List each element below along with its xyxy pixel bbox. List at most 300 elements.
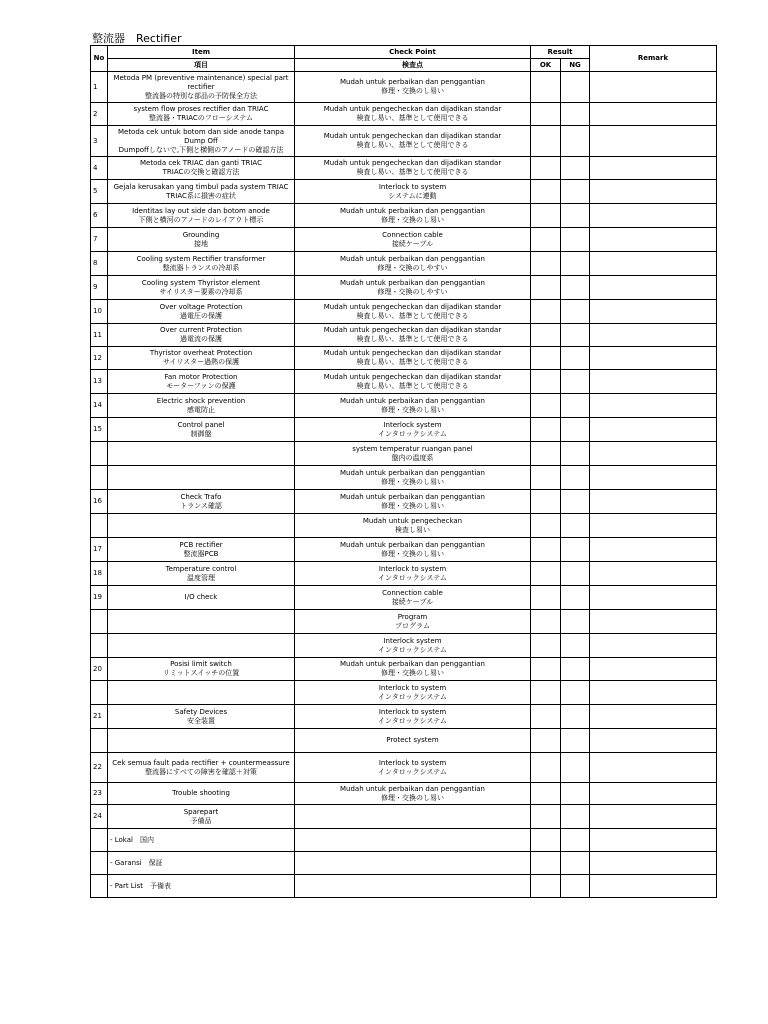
check-cell: [295, 753, 531, 783]
row-no: 24: [91, 805, 108, 829]
check-cell: [295, 514, 531, 538]
ok-cell[interactable]: [531, 875, 561, 898]
header-result: Result: [531, 46, 590, 59]
ok-cell[interactable]: [531, 514, 561, 538]
ng-cell[interactable]: [561, 347, 590, 370]
table-row: [91, 157, 717, 180]
ok-cell[interactable]: [531, 347, 561, 370]
item-ja: 安全装置: [187, 716, 215, 725]
check-ja: 修理・交換のし易い: [381, 549, 444, 558]
check-en: Interlock to system: [378, 564, 447, 573]
remark-cell[interactable]: [590, 72, 717, 103]
row-no: [91, 610, 108, 634]
check-cell: [295, 324, 531, 347]
item-cell: [108, 514, 295, 538]
item-en: Gejala kerusakan yang timbul pada system TRIAC: [113, 182, 289, 191]
remark-cell[interactable]: [590, 347, 717, 370]
ng-cell[interactable]: [561, 418, 590, 442]
item-cell: [108, 324, 295, 347]
ok-cell[interactable]: [531, 729, 561, 753]
table-row: [91, 228, 717, 252]
remark-cell[interactable]: [590, 875, 717, 898]
check-cell: [295, 852, 531, 875]
check-ja: 接続ケーブル: [391, 597, 434, 606]
check-en: Mudah untuk pengecheckan dan dijadikan standar: [323, 159, 502, 167]
ng-cell[interactable]: [561, 252, 590, 276]
ok-cell[interactable]: [531, 783, 561, 805]
table-row: [91, 658, 717, 681]
item-en: Thyristor overheat Protection: [149, 349, 253, 357]
check-en: Mudah untuk pengecheckan dan dijadikan standar: [323, 105, 502, 113]
check-cell: [295, 72, 531, 103]
row-no: 23: [91, 783, 108, 805]
table-row: [91, 103, 717, 126]
check-cell: [295, 204, 531, 228]
ok-cell[interactable]: [531, 586, 561, 610]
check-en: Mudah untuk pengecheckan dan dijadikan standar: [323, 372, 502, 381]
row-no: 11: [91, 324, 108, 347]
remark-cell[interactable]: [590, 466, 717, 490]
footer-item: - Lokal 国内: [108, 829, 295, 852]
item-cell: [108, 347, 295, 370]
table-row: [91, 442, 717, 466]
page-title: 整流器 Rectifier: [92, 32, 182, 45]
check-ja: 検査し易い、基準として使用できる: [356, 358, 469, 366]
check-en: Mudah untuk pengecheckan dan dijadikan standar: [323, 302, 502, 311]
check-cell: [295, 394, 531, 418]
footer-item: - Garansi 保証: [108, 852, 295, 875]
remark-cell[interactable]: [590, 490, 717, 514]
remark-cell[interactable]: [590, 103, 717, 126]
check-cell: [295, 805, 531, 829]
item-cell: [108, 418, 295, 442]
check-ja: 検査し易い、基準として使用できる: [356, 141, 469, 149]
remark-cell[interactable]: [590, 204, 717, 228]
check-ja: インタロックシステム: [378, 692, 447, 701]
ok-cell[interactable]: [531, 228, 561, 252]
item-ja: 過電圧の保護: [180, 311, 222, 320]
ng-cell[interactable]: [561, 228, 590, 252]
remark-cell[interactable]: [590, 157, 717, 180]
item-cell: [108, 204, 295, 228]
table-row: [91, 538, 717, 562]
item-cell: [108, 72, 295, 103]
footer-item: - Part List 予備表: [108, 875, 295, 898]
table-row: [91, 514, 717, 538]
item-ja: 整流器の特別な部品の予防保全方法: [145, 91, 257, 100]
item-ja: リミットスイッチの位置: [162, 669, 240, 677]
item-en: PCB rectifier: [179, 540, 223, 549]
check-ja: 検査し易い、基準として使用できる: [356, 381, 469, 390]
header-no: No: [91, 46, 108, 72]
table-row: [91, 586, 717, 610]
row-no: [91, 466, 108, 490]
ok-cell[interactable]: [531, 829, 561, 852]
check-cell: [295, 157, 531, 180]
ok-cell[interactable]: [531, 394, 561, 418]
check-ja: システムに連動: [388, 191, 437, 200]
remark-cell[interactable]: [590, 729, 717, 753]
row-no: [91, 829, 108, 852]
header-check-en: Check Point: [295, 46, 531, 59]
remark-cell[interactable]: [590, 586, 717, 610]
remark-cell[interactable]: [590, 514, 717, 538]
row-no: [91, 681, 108, 705]
check-en: Mudah untuk pengecheckan dan dijadikan standar: [323, 349, 502, 357]
remark-cell[interactable]: [590, 324, 717, 347]
check-ja: 検査し易い: [395, 525, 430, 534]
item-en: Trouble shooting: [172, 789, 230, 797]
item-ja: 整流器トランスの冷却系: [162, 263, 240, 272]
item-cell: [108, 180, 295, 204]
footer-row: [91, 852, 717, 875]
remark-cell[interactable]: [590, 300, 717, 324]
check-cell: [295, 634, 531, 658]
table-row: [91, 72, 717, 103]
check-cell: [295, 875, 531, 898]
item-cell: [108, 705, 295, 729]
header-row-1: [91, 46, 717, 59]
remark-cell[interactable]: [590, 370, 717, 394]
ng-cell[interactable]: [561, 126, 590, 157]
table-row: [91, 705, 717, 729]
table-row: [91, 418, 717, 442]
ng-cell[interactable]: [561, 157, 590, 180]
check-en: Interlock system: [383, 636, 442, 645]
header-item-en: Item: [108, 46, 295, 59]
check-en: Program: [397, 612, 428, 621]
remark-cell[interactable]: [590, 829, 717, 852]
item-en: Over voltage Protection: [159, 302, 243, 311]
check-cell: [295, 829, 531, 852]
ng-cell[interactable]: [561, 72, 590, 103]
ng-cell[interactable]: [561, 538, 590, 562]
check-ja: 修理・交換のし易い: [381, 87, 444, 95]
table-row: [91, 370, 717, 394]
row-no: 2: [91, 103, 108, 126]
check-ja: 修理・交換のし易い: [381, 501, 444, 510]
row-no: 5: [91, 180, 108, 204]
check-en: Mudah untuk pengecheckan dan dijadikan standar: [323, 132, 502, 140]
item-cell: [108, 634, 295, 658]
remark-cell[interactable]: [590, 538, 717, 562]
ng-cell[interactable]: [561, 658, 590, 681]
remark-cell[interactable]: [590, 610, 717, 634]
ok-cell[interactable]: [531, 418, 561, 442]
table-row: [91, 610, 717, 634]
ok-cell[interactable]: [531, 562, 561, 586]
check-en: Mudah untuk pengecheckan: [362, 516, 463, 525]
remark-cell[interactable]: [590, 126, 717, 157]
header-ok: OK: [531, 59, 561, 72]
table-row: [91, 490, 717, 514]
item-ja: TRIACの交換と確認方法: [162, 168, 240, 176]
table-row: [91, 681, 717, 705]
row-no: 21: [91, 705, 108, 729]
remark-cell[interactable]: [590, 783, 717, 805]
ok-cell[interactable]: [531, 370, 561, 394]
check-ja: インタロックシステム: [378, 767, 447, 776]
check-en: Interlock to system: [378, 683, 447, 692]
check-cell: [295, 126, 531, 157]
check-cell: [295, 442, 531, 466]
remark-cell[interactable]: [590, 418, 717, 442]
check-ja: 修理・交換のし易い: [381, 477, 444, 486]
check-ja: 検査し易い、基準として使用できる: [356, 168, 469, 176]
remark-cell[interactable]: [590, 681, 717, 705]
remark-cell[interactable]: [590, 276, 717, 300]
check-ja: インタロックシステム: [378, 645, 447, 654]
check-cell: [295, 466, 531, 490]
check-en: Interlock to system: [378, 758, 447, 767]
row-no: 12: [91, 347, 108, 370]
item-en: Over current Protection: [160, 326, 242, 334]
check-en: Protect system: [386, 736, 439, 744]
row-no: 19: [91, 586, 108, 610]
check-ja: 検査し易い、基準として使用できる: [356, 114, 469, 122]
ng-cell[interactable]: [561, 442, 590, 466]
item-ja: 温度管理: [187, 573, 215, 582]
row-no: 7: [91, 228, 108, 252]
item-cell: [108, 157, 295, 180]
ok-cell[interactable]: [531, 72, 561, 103]
row-no: 20: [91, 658, 108, 681]
ng-cell[interactable]: [561, 466, 590, 490]
row-no: 8: [91, 252, 108, 276]
remark-cell[interactable]: [590, 228, 717, 252]
check-en: Mudah untuk perbaikan dan penggantian: [339, 206, 485, 215]
check-cell: [295, 228, 531, 252]
check-cell: [295, 103, 531, 126]
item-en: Check Trafo: [180, 492, 222, 501]
check-cell: [295, 562, 531, 586]
item-cell: [108, 394, 295, 418]
remark-cell[interactable]: [590, 180, 717, 204]
row-no: 18: [91, 562, 108, 586]
item-cell: [108, 276, 295, 300]
check-en: Mudah untuk perbaikan dan penggantian: [339, 784, 485, 793]
remark-cell[interactable]: [590, 805, 717, 829]
table-row: [91, 394, 717, 418]
ng-cell[interactable]: [561, 805, 590, 829]
check-cell: [295, 658, 531, 681]
ng-cell[interactable]: [561, 783, 590, 805]
item-cell: [108, 126, 295, 157]
ok-cell[interactable]: [531, 634, 561, 658]
ok-cell[interactable]: [531, 658, 561, 681]
ok-cell[interactable]: [531, 705, 561, 729]
table-row: [91, 324, 717, 347]
header-remark: Remark: [590, 46, 717, 72]
ng-cell[interactable]: [561, 204, 590, 228]
check-ja: 修理・交換のし易い: [381, 215, 444, 224]
check-cell: [295, 729, 531, 753]
item-ja: 感電防止: [187, 405, 215, 414]
check-en: Mudah untuk perbaikan dan penggantian: [339, 396, 485, 405]
item-cell: [108, 466, 295, 490]
check-en: Mudah untuk perbaikan dan penggantian: [339, 78, 485, 86]
ok-cell[interactable]: [531, 610, 561, 634]
row-no: 9: [91, 276, 108, 300]
check-cell: [295, 347, 531, 370]
ok-cell[interactable]: [531, 276, 561, 300]
table-row: [91, 126, 717, 157]
check-cell: [295, 586, 531, 610]
table-row: [91, 204, 717, 228]
ng-cell[interactable]: [561, 829, 590, 852]
row-no: [91, 852, 108, 875]
check-cell: [295, 418, 531, 442]
checklist-table: [90, 45, 717, 898]
ok-cell[interactable]: [531, 252, 561, 276]
ng-cell[interactable]: [561, 875, 590, 898]
item-cell: [108, 753, 295, 783]
item-cell: [108, 538, 295, 562]
item-ja: 接地: [194, 239, 208, 248]
remark-cell[interactable]: [590, 442, 717, 466]
rows-body: [91, 72, 717, 898]
ng-cell[interactable]: [561, 394, 590, 418]
ok-cell[interactable]: [531, 442, 561, 466]
ok-cell[interactable]: [531, 324, 561, 347]
check-ja: 修理・交換のし易い: [381, 793, 444, 802]
check-ja: インタロックシステム: [378, 429, 447, 438]
item-cell: [108, 562, 295, 586]
item-ja: 予備品: [190, 816, 212, 825]
ok-cell[interactable]: [531, 103, 561, 126]
check-cell: [295, 705, 531, 729]
table-row: [91, 347, 717, 370]
ng-cell[interactable]: [561, 753, 590, 783]
check-ja: インタロックシステム: [378, 716, 447, 725]
row-no: 13: [91, 370, 108, 394]
ok-cell[interactable]: [531, 180, 561, 204]
table-row: [91, 466, 717, 490]
ng-cell[interactable]: [561, 729, 590, 753]
table-row: [91, 300, 717, 324]
remark-cell[interactable]: [590, 562, 717, 586]
ng-cell[interactable]: [561, 705, 590, 729]
check-en: Interlock system: [383, 420, 442, 429]
check-cell: [295, 681, 531, 705]
item-cell: [108, 252, 295, 276]
remark-cell[interactable]: [590, 394, 717, 418]
item-en: Metoda cek TRIAC dan ganti TRIAC: [140, 159, 262, 167]
check-cell: [295, 370, 531, 394]
ok-cell[interactable]: [531, 157, 561, 180]
item-cell: [108, 370, 295, 394]
item-ja: 下側と横河のアノードのレイアウト標示: [138, 215, 264, 224]
ok-cell[interactable]: [531, 490, 561, 514]
check-en: Mudah untuk perbaikan dan penggantian: [339, 540, 485, 549]
table-row: [91, 252, 717, 276]
ng-cell[interactable]: [561, 370, 590, 394]
item-ja: 整流器PCB: [183, 549, 219, 558]
item-cell: [108, 658, 295, 681]
remark-cell[interactable]: [590, 852, 717, 875]
item-en: Fan motor Protection: [164, 372, 238, 381]
ng-cell[interactable]: [561, 300, 590, 324]
ok-cell[interactable]: [531, 852, 561, 875]
item-en: Safety Devices: [174, 707, 228, 716]
row-no: [91, 729, 108, 753]
ng-cell[interactable]: [561, 324, 590, 347]
table-row: [91, 276, 717, 300]
ng-cell[interactable]: [561, 103, 590, 126]
remark-cell[interactable]: [590, 634, 717, 658]
remark-cell[interactable]: [590, 705, 717, 729]
check-ja: 接続ケーブル: [391, 239, 434, 248]
item-cell: [108, 586, 295, 610]
ok-cell[interactable]: [531, 126, 561, 157]
item-cell: [108, 805, 295, 829]
remark-cell[interactable]: [590, 252, 717, 276]
ng-cell[interactable]: [561, 681, 590, 705]
row-no: [91, 442, 108, 466]
item-ja: サイリスター要素の冷却系: [159, 287, 243, 296]
ng-cell[interactable]: [561, 610, 590, 634]
ng-cell[interactable]: [561, 180, 590, 204]
item-en: Sparepart: [183, 807, 219, 816]
ok-cell[interactable]: [531, 300, 561, 324]
ng-cell[interactable]: [561, 276, 590, 300]
row-no: 3: [91, 126, 108, 157]
ng-cell[interactable]: [561, 562, 590, 586]
item-en: I/O check: [184, 593, 218, 601]
table-row: [91, 180, 717, 204]
row-no: [91, 634, 108, 658]
item-en: Metoda cek untuk botom dan side anode tanpa Dump Off: [117, 127, 285, 145]
check-ja: インタロックシステム: [378, 573, 447, 582]
ok-cell[interactable]: [531, 805, 561, 829]
ok-cell[interactable]: [531, 538, 561, 562]
item-ja: トランス確認: [180, 501, 222, 510]
check-en: Mudah untuk pengecheckan dan dijadikan standar: [323, 326, 502, 334]
ng-cell[interactable]: [561, 514, 590, 538]
ok-cell[interactable]: [531, 204, 561, 228]
remark-cell[interactable]: [590, 658, 717, 681]
ok-cell[interactable]: [531, 466, 561, 490]
item-cell: [108, 442, 295, 466]
row-no: 1: [91, 72, 108, 103]
row-no: 17: [91, 538, 108, 562]
check-ja: 修理・交換のし易い: [381, 405, 444, 414]
check-cell: [295, 180, 531, 204]
ok-cell[interactable]: [531, 681, 561, 705]
row-no: 22: [91, 753, 108, 783]
item-en: Cek semua fault pada rectifier + countermeassure: [112, 758, 290, 767]
ng-cell[interactable]: [561, 634, 590, 658]
table-row: [91, 783, 717, 805]
check-ja: 修理・交換のし易い: [381, 669, 444, 677]
table-row: [91, 562, 717, 586]
item-cell: [108, 300, 295, 324]
ng-cell[interactable]: [561, 852, 590, 875]
check-cell: [295, 300, 531, 324]
remark-cell[interactable]: [590, 753, 717, 783]
item-en: Cooling system Thyristor element: [141, 278, 261, 287]
item-cell: [108, 490, 295, 514]
ok-cell[interactable]: [531, 753, 561, 783]
table-row: [91, 805, 717, 829]
ng-cell[interactable]: [561, 490, 590, 514]
item-cell: [108, 783, 295, 805]
ng-cell[interactable]: [561, 586, 590, 610]
item-ja: Dumpoffしないで,下側と横側のアノードの確認方法: [118, 145, 284, 154]
check-ja: 検査し易い、基準として使用できる: [356, 311, 469, 320]
check-en: system temperatur ruangan panel: [352, 444, 473, 453]
item-ja: モーターファンの保護: [166, 381, 236, 390]
